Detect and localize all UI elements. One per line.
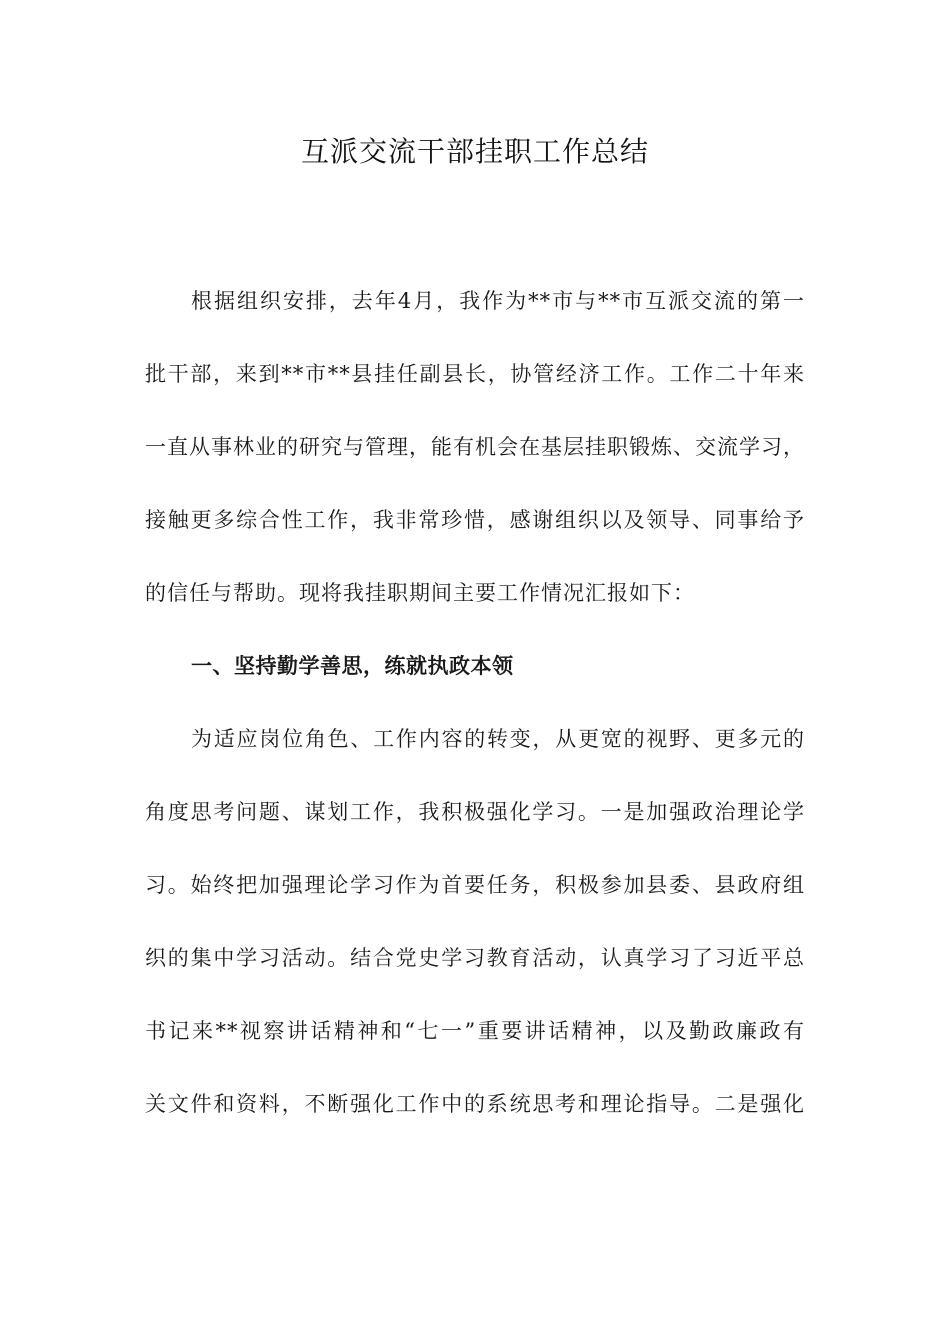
section-heading: 一、坚持勤学善思，练就执政本领 [191,654,514,678]
paragraph-line: 的信任与帮助。现将我挂职期间主要工作情况汇报如下： [145,581,695,605]
paragraph-line: 批干部，来到**市**县挂任副县长，协管经济工作。工作二十年来 [145,362,805,386]
document-title: 互派交流干部挂职工作总结 [300,135,649,168]
paragraph-line: 为适应岗位角色、工作内容的转变，从更宽的视野、更多元的 [191,727,805,751]
paragraph-line: 接触更多综合性工作，我非常珍惜，感谢组织以及领导、同事给予 [145,508,805,532]
paragraph-line: 根据组织安排，去年4月，我作为**市与**市互派交流的第一 [191,289,805,313]
paragraph-line: 织的集中学习活动。结合党史学习教育活动，认真学习了习近平总 [145,946,805,970]
paragraph-line: 一直从事林业的研究与管理，能有机会在基层挂职锻炼、交流学习， [145,435,805,459]
paragraph-line: 角度思考问题、谋划工作，我积极强化学习。一是加强政治理论学 [145,800,805,824]
paragraph-line: 习。始终把加强理论学习作为首要任务，积极参加县委、县政府组 [145,873,805,897]
paragraph-line: 关文件和资料，不断强化工作中的系统思考和理论指导。二是强化 [145,1092,805,1116]
paragraph-line: 书记来**视察讲话精神和“七一”重要讲话精神，以及勤政廉政有 [145,1019,805,1043]
document-body [145,265,805,1141]
